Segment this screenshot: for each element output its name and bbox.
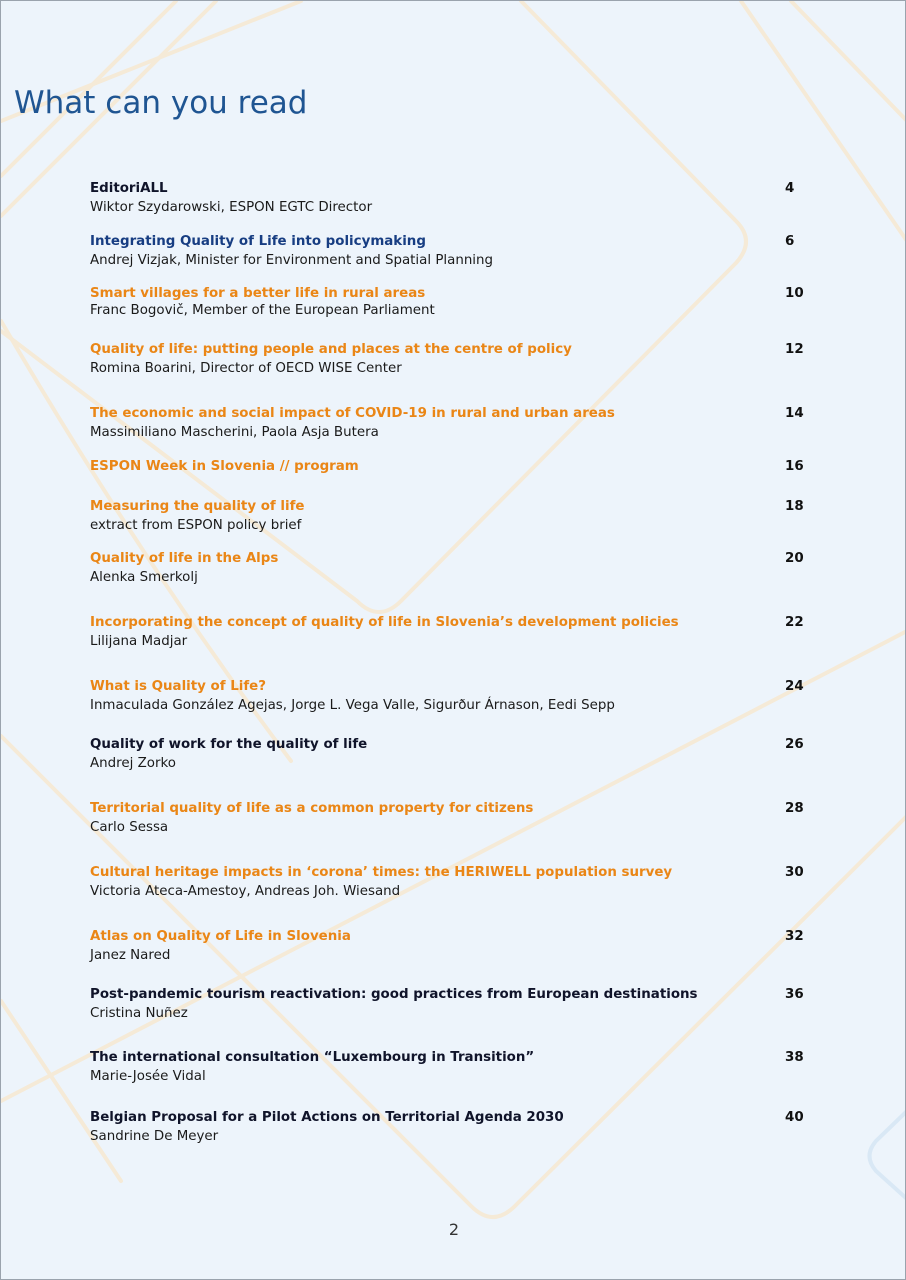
entry-author: Andrej Zorko [90,756,176,771]
entry-title[interactable]: Smart villages for a better life in rural areas [90,286,426,301]
entry-title[interactable]: Territorial quality of life as a common property for citizens [90,801,534,816]
entry-title[interactable]: ESPON Week in Slovenia // program [90,459,359,474]
entry-page-number: 28 [785,801,804,816]
entry-title[interactable]: The economic and social impact of COVID-19 in rural and urban areas [90,406,615,421]
entry-page-number: 22 [785,615,804,630]
entry-title[interactable]: What is Quality of Life? [90,679,267,694]
entry-author: Carlo Sessa [90,820,169,835]
entry-author: Massimiliano Mascherini, Paola Asja Butera [90,425,379,440]
entry-title[interactable]: Atlas on Quality of Life in Slovenia [90,929,351,944]
entry-page-number: 12 [785,342,804,357]
entry-author: Lilijana Madjar [90,634,188,649]
page-title: What can you read [14,85,308,121]
entry-title[interactable]: Quality of life: putting people and places at the centre of policy [90,342,572,357]
entry-title[interactable]: Quality of work for the quality of life [90,737,368,752]
entry-page-number: 18 [785,499,804,514]
entry-page-number: 32 [785,929,804,944]
entry-page-number: 10 [785,286,804,301]
entry-author: Sandrine De Meyer [90,1129,219,1144]
entry-page-number: 30 [785,865,804,880]
entry-page-number: 20 [785,551,804,566]
entry-page-number: 16 [785,459,804,474]
entry-author: Alenka Smerkolj [90,570,198,585]
entry-author: Cristina Nuñez [90,1006,188,1021]
entry-title[interactable]: The international consultation “Luxembourg in Transition” [90,1050,535,1065]
entry-page-number: 14 [785,406,804,421]
entry-author: Franc Bogovič, Member of the European Parliament [90,303,435,318]
entry-author: extract from ESPON policy brief [90,518,302,533]
entry-page-number: 40 [785,1110,804,1125]
entry-title[interactable]: Post-pandemic tourism reactivation: good practices from European destinations [90,987,698,1002]
entry-title[interactable]: Integrating Quality of Life into policymaking [90,234,426,249]
entry-page-number: 26 [785,737,804,752]
entry-page-number: 4 [785,181,795,196]
entry-author: Marie-Josée Vidal [90,1069,206,1084]
entry-page-number: 6 [785,234,795,249]
entry-title[interactable]: Incorporating the concept of quality of life in Slovenia’s development policies [90,615,679,630]
entry-title[interactable]: Belgian Proposal for a Pilot Actions on Territorial Agenda 2030 [90,1110,564,1125]
entry-page-number: 38 [785,1050,804,1065]
table-of-contents [1,1,906,1280]
entry-title[interactable]: Cultural heritage impacts in ‘corona’ times: the HERIWELL population survey [90,865,673,880]
page-number: 2 [448,1220,460,1239]
entry-author: Victoria Ateca-Amestoy, Andreas Joh. Wiesand [90,884,401,899]
entry-author: Andrej Vizjak, Minister for Environment and Spatial Planning [90,253,494,268]
entry-author: Wiktor Szydarowski, ESPON EGTC Director [90,200,373,215]
entry-author: Inmaculada González Agejas, Jorge L. Vega Valle, Sigurður Árnason, Eedi Sepp [90,698,615,713]
entry-author: Janez Nared [90,948,171,963]
entry-title[interactable]: Quality of life in the Alps [90,551,279,566]
entry-author: Romina Boarini, Director of OECD WISE Center [90,361,402,376]
entry-page-number: 24 [785,679,804,694]
entry-title[interactable]: EditoriALL [90,181,168,196]
entry-page-number: 36 [785,987,804,1002]
entry-title[interactable]: Measuring the quality of life [90,499,305,514]
